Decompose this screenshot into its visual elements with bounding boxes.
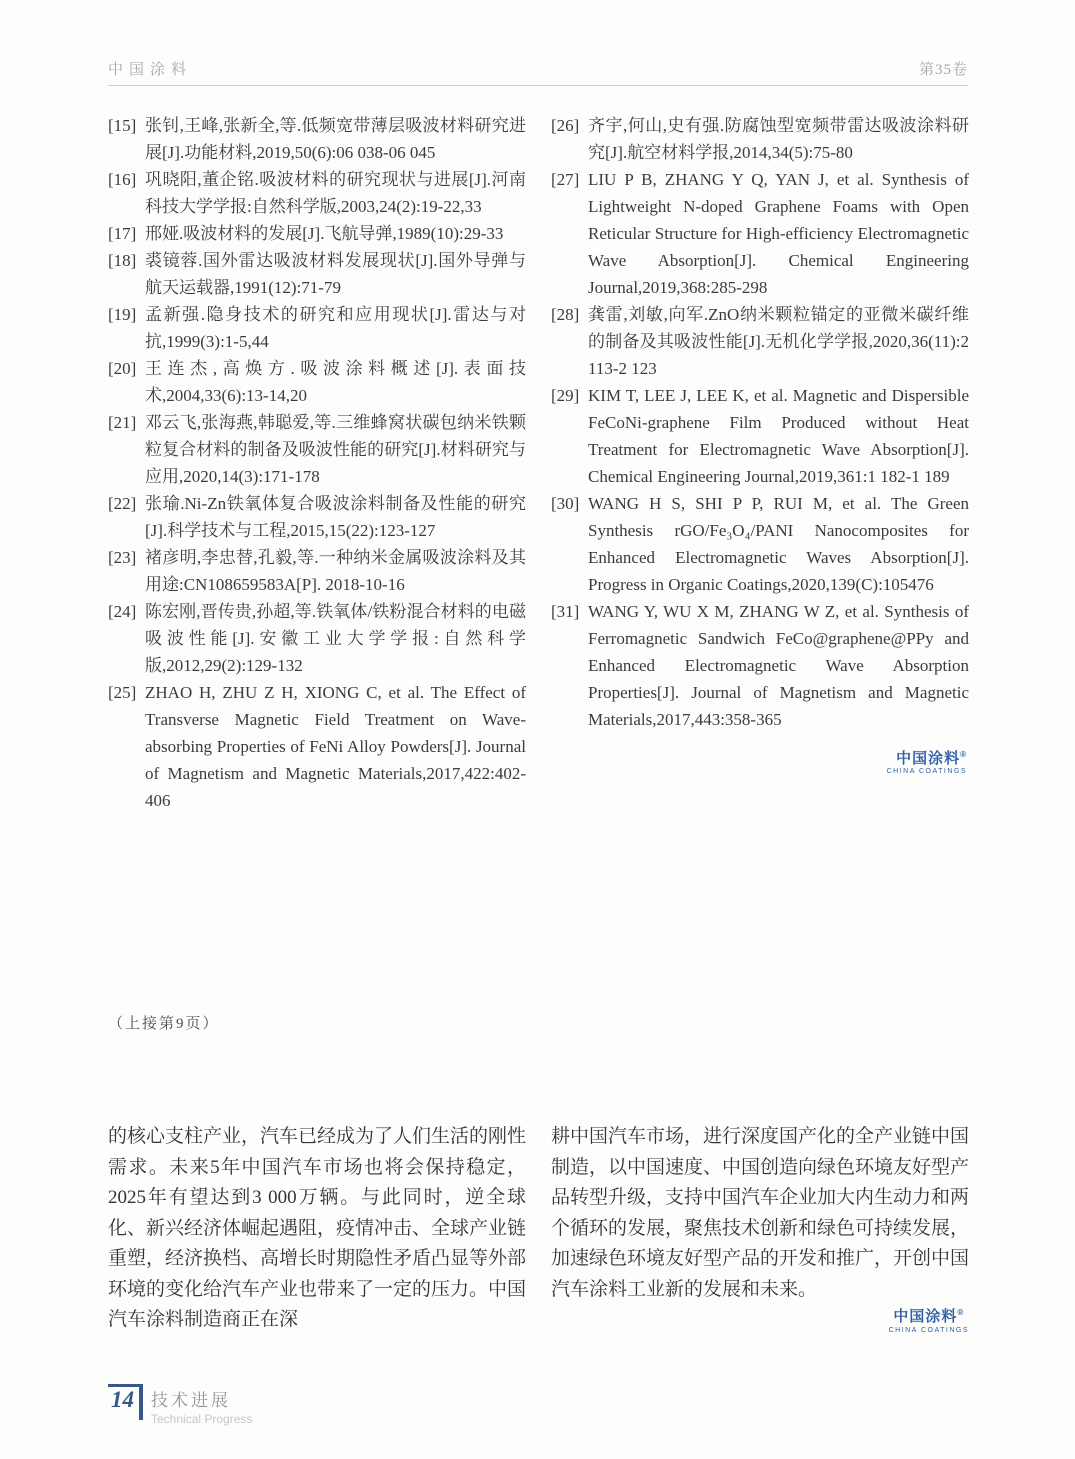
reference-text: 张瑜.Ni-Zn铁氧体复合吸波涂料制备及性能的研究[J].科学技术与工程,2015,15(22):123-127 [145, 494, 526, 540]
reference-number: [24] [108, 602, 137, 621]
section-title-en: Technical Progress [151, 1412, 253, 1426]
article-column-left: 的核心支柱产业，汽车已经成为了人们生活的刚性需求。未来5年中国汽车市场也将会保持稳定，2025年有望达到3 000万辆。与此同时，逆全球化、新兴经济体崛起遇阻，疫情冲击、全球产业链重塑，经济换档、高增长时期隐性矛盾凸显等外部环境的变化给汽车产业也带来了一定的压力。中国汽车涂料制造商正在深 [108, 1126, 527, 1330]
page-footer [108, 1384, 252, 1426]
volume-label: 第35卷 [918, 62, 968, 78]
reference-entry [108, 679, 526, 814]
reference-entry [108, 166, 526, 220]
reference-text: 王连杰,高焕方.吸波涂料概述[J].表面技术,2004,33(6):13-14,20 [145, 359, 526, 405]
reference-entry [108, 544, 526, 598]
reference-number: [22] [108, 494, 137, 513]
logo-registered-mark: ® [957, 1307, 965, 1317]
china-coatings-logo [551, 749, 969, 775]
section-title-cn: 技术进展 [151, 1391, 231, 1410]
reference-number: [26] [551, 116, 580, 135]
reference-text: 邢娅.吸波材料的发展[J].飞航导弹,1989(10):29-33 [145, 224, 504, 243]
logo-text-en: CHINA COATINGS [888, 1326, 969, 1334]
reference-text: 邓云飞,张海燕,韩聪爱,等.三维蜂窝状碳包纳米铁颗粒复合材料的制备及吸波性能的研究[J].材料研究与应用,2020,14(3):171-178 [145, 413, 526, 486]
reference-entry [108, 490, 526, 544]
reference-number: [21] [108, 413, 137, 432]
references-column-left [108, 112, 526, 814]
reference-entry [551, 598, 969, 733]
reference-entry [551, 301, 969, 382]
references-column-right [551, 112, 969, 814]
reference-entry [551, 490, 969, 598]
reference-entry [551, 382, 969, 490]
reference-entry [108, 301, 526, 355]
reference-text: 孟新强.隐身技术的研究和应用现状[J].雷达与对抗,1999(3):1-5,44 [145, 305, 526, 351]
reference-number: [25] [108, 683, 137, 702]
continuation-note: （上接第9页） [108, 1016, 220, 1032]
reference-text: 裘镜蓉.国外雷达吸波材料发展现状[J].国外导弹与航天运载器,1991(12):71-79 [145, 251, 526, 297]
reference-text: WANG H S, SHI P P, RUI M, et al. The Green Synthesis rGO/Fe₃O₄/PANI Nanocomposites for Enhanced Electromagnetic Waves Absorption[J]. Progress in Organic Coatings,2020,139(C):105476 [588, 494, 969, 594]
reference-text: LIU P B, ZHANG Y Q, YAN J, et al. Synthesis of Lightweight N-doped Graphene Foams with Open Reticular Structure for High-efficiency Electromagnetic Wave Absorption[J]. Chemical Engineering Journal,2019,368:285-298 [588, 170, 969, 297]
reference-entry [108, 355, 526, 409]
reference-number: [23] [108, 548, 137, 567]
reference-number: [15] [108, 116, 137, 135]
reference-entry [551, 112, 969, 166]
page-number: 14 [111, 1387, 134, 1412]
references-section [108, 112, 969, 814]
reference-entry [108, 598, 526, 679]
reference-number: [28] [551, 305, 580, 324]
reference-text: 褚彦明,李忠替,孔毅,等.一种纳米金属吸波涂料及其用途:CN108659583A[P]. 2018-10-16 [145, 548, 526, 594]
reference-number: [17] [108, 224, 137, 243]
reference-entry [108, 247, 526, 301]
reference-text: 龚雷,刘敏,向军.ZnO纳米颗粒锚定的亚微米碳纤维的制备及其吸波性能[J].无机化学学报,2020,36(11):2 113-2 123 [588, 305, 969, 378]
page-header [108, 58, 968, 86]
reference-entry [551, 166, 969, 301]
reference-text: 巩晓阳,董企铭.吸波材料的研究现状与进展[J].河南科技大学学报:自然科学版,2003,24(2):19-22,33 [145, 170, 526, 216]
reference-number: [20] [108, 359, 137, 378]
section-label [151, 1384, 252, 1426]
article-continued [108, 1122, 969, 1336]
china-coatings-logo [889, 1306, 969, 1334]
reference-text: 陈宏刚,晋传贵,孙超,等.铁氧体/铁粉混合材料的电磁吸波性能[J].安徽工业大学学报:自然科学版,2012,29(2):129-132 [145, 602, 526, 675]
article-column-right-text: 耕中国汽车市场，进行深度国产化的全产业链中国制造，以中国速度、中国创造向绿色环境友好型产品转型升级，支持中国汽车企业加大内生动力和两个循环的发展，聚焦技术创新和绿色可持续发展，加速绿色环境友好型产品的开发和推广，开创中国汽车涂料工业新的发展和未来。 [551, 1126, 970, 1300]
reference-number: [31] [551, 602, 580, 621]
reference-text: 张钊,王峰,张新全,等.低频宽带薄层吸波材料研究进展[J].功能材料,2019,50(6):06 038-06 045 [145, 116, 526, 162]
article-column-right [551, 1122, 969, 1336]
reference-number: [18] [108, 251, 137, 270]
reference-text: 齐宇,何山,史有强.防腐蚀型宽频带雷达吸波涂料研究[J].航空材料学报,2014,34(5):75-80 [588, 116, 969, 162]
reference-entry [108, 220, 526, 247]
reference-text: WANG Y, WU X M, ZHANG W Z, et al. Synthesis of Ferromagnetic Sandwich FeCo@graphene@PPy and Enhanced Electromagnetic Wave Absorption Properties[J]. Journal of Magnetism and Magnetic Materials,2017,443:358-365 [588, 602, 969, 729]
reference-number: [19] [108, 305, 137, 324]
reference-number: [30] [551, 494, 580, 513]
reference-entry [108, 409, 526, 490]
reference-number: [29] [551, 386, 580, 405]
reference-entry [108, 112, 526, 166]
page-number-badge [108, 1384, 143, 1420]
logo-text-en: CHINA COATINGS [886, 768, 967, 775]
logo-registered-mark: ® [960, 750, 967, 759]
reference-text: ZHAO H, ZHU Z H, XIONG C, et al. The Effect of Transverse Magnetic Field Treatment on Wave-absorbing Properties of FeNi Alloy Powders[J]. Journal of Magnetism and Magnetic Materials,2017,422:402-406 [145, 683, 526, 810]
journal-name: 中国涂料 [108, 62, 193, 78]
logo-text-cn: 中国涂料 [893, 1307, 958, 1325]
reference-text: KIM T, LEE J, LEE K, et al. Magnetic and Dispersible FeCoNi-graphene Film Produced without Heat Treatment for Electromagnetic Wave Absorption[J]. Chemical Engineering Journal,2019,361:1 182-1 189 [588, 386, 969, 486]
reference-number: [16] [108, 170, 137, 189]
logo-text-cn: 中国涂料® [896, 750, 967, 767]
reference-number: [27] [551, 170, 580, 189]
